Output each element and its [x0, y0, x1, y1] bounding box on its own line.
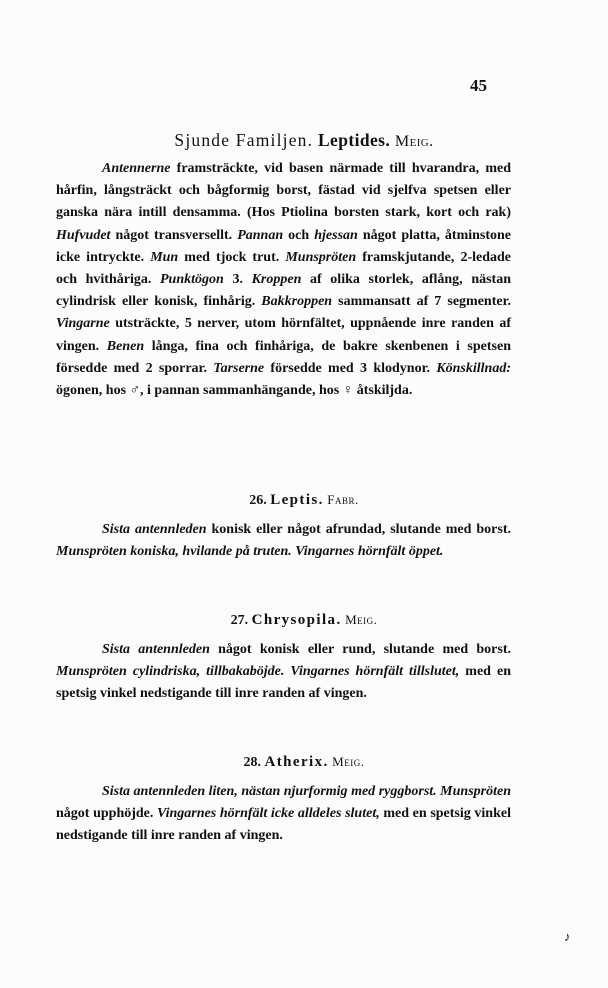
- italic-run: Vingarnes hörnfält icke alldeles slutet,: [157, 806, 380, 822]
- term-pannan: Pannan: [237, 227, 284, 243]
- term-punktogon: Punktögon: [160, 272, 224, 288]
- term-hufvudet: Hufvudet: [56, 227, 111, 243]
- genus-description-text: [56, 639, 511, 706]
- genus-name: Chrysopila.: [251, 612, 342, 628]
- text-run: framskjutande, 2-ledade och hvithåriga.: [56, 249, 512, 288]
- genus-description-atherix: [56, 781, 511, 848]
- family-number: Sjunde Familjen.: [174, 130, 314, 150]
- text-run: framsträckte, vid basen närmade till hvarandra, med hårfin, långsträckt och bågformig borst, fästad vid sjelfva spetsen eller ganska nära intill densamma. (Hos Ptiolina borsten stark, kort och rak): [56, 161, 511, 221]
- text-run: och: [283, 227, 315, 243]
- term-tarserne: Tarserne: [213, 360, 265, 376]
- text-run: något transversellt.: [110, 227, 238, 243]
- text-run: konisk eller något afrundad, slutande med borst.: [206, 522, 511, 537]
- term-kroppen: Kroppen: [251, 272, 302, 288]
- term-benen: Benen: [106, 338, 145, 354]
- genus-name: Atherix.: [264, 754, 329, 770]
- genus-description-leptis: [56, 519, 511, 563]
- family-author: Meig.: [394, 133, 434, 150]
- italic-run: Sista antennleden: [102, 522, 207, 537]
- genus-heading-leptis: [0, 492, 608, 509]
- family-description: [56, 158, 511, 402]
- text-run: försedde med 3 klodynor.: [264, 360, 437, 376]
- genus-number: 28.: [243, 755, 262, 770]
- text-run: med en spetsig vinkel nedstigande till inre randen af vingen.: [56, 664, 511, 702]
- term-mun: Mun: [150, 249, 179, 265]
- genus-description-text: [56, 519, 511, 563]
- page-number: 45: [470, 76, 487, 95]
- text-run: något konisk eller rund, slutande med borst.: [209, 642, 511, 657]
- text-run: långa, fina och finhåriga, de bakre skenbenen i spetsen försedde med 2 sporrar.: [56, 338, 511, 376]
- text-run: utsträckte, 5 nerver, utom hörnfältet, uppnående inre randen af vingen.: [56, 316, 511, 354]
- genus-author: Meig.: [345, 612, 378, 627]
- text-run: af olika storlek, aflång, nästan cylindrisk eller konisk, finhårig.: [56, 272, 511, 310]
- family-name: Leptides.: [317, 130, 391, 150]
- text-run: ögonen, hos ♂, i pannan sammanhängande, hos ♀ åtskiljda.: [56, 383, 413, 399]
- family-description-text: [56, 158, 511, 402]
- genus-author: Fabr.: [327, 492, 359, 507]
- italic-run: Sista antennleden: [102, 642, 210, 657]
- genus-description-chrysopila: [56, 639, 511, 706]
- term-konskillnad: Könskillnad:: [436, 360, 512, 376]
- term-vingarne: Vingarne: [56, 316, 110, 332]
- term-antennerne: Antennerne: [102, 161, 171, 176]
- italic-run: Munspröten koniska, hvilande på truten. Vingarnes hörnfält öppet.: [56, 544, 444, 560]
- term-bakkroppen: Bakkroppen: [261, 294, 333, 310]
- genus-heading-atherix: [0, 754, 608, 771]
- text-run: sammansatt af 7 segmenter.: [332, 294, 512, 310]
- italic-run: Sista antennleden liten, nästan njurformig med ryggborst. Munspröten: [102, 784, 511, 799]
- genus-number: 27.: [230, 613, 249, 628]
- printer-mark: ♪: [564, 929, 571, 944]
- text-run: 3.: [223, 272, 252, 288]
- genus-name: Leptis.: [270, 492, 324, 508]
- chapter-title: [0, 130, 608, 151]
- genus-heading-chrysopila: [0, 612, 608, 629]
- term-munsproten: Munspröten: [285, 249, 357, 265]
- genus-author: Meig.: [332, 754, 365, 769]
- genus-number: 26.: [249, 493, 267, 508]
- text-run: med tjock trut.: [178, 249, 286, 265]
- genus-description-text: [56, 781, 511, 848]
- term-hjessan: hjessan: [314, 227, 358, 243]
- italic-run: Munspröten cylindriska, tillbakaböjde. Vingarnes hörnfält tillslutet,: [56, 664, 460, 680]
- text-run: något upphöjde.: [56, 806, 158, 822]
- text-run: något platta, åtminstone icke intryckte.: [56, 227, 512, 265]
- text-run: med en spetsig vinkel nedstigande till inre randen af vingen.: [56, 806, 511, 844]
